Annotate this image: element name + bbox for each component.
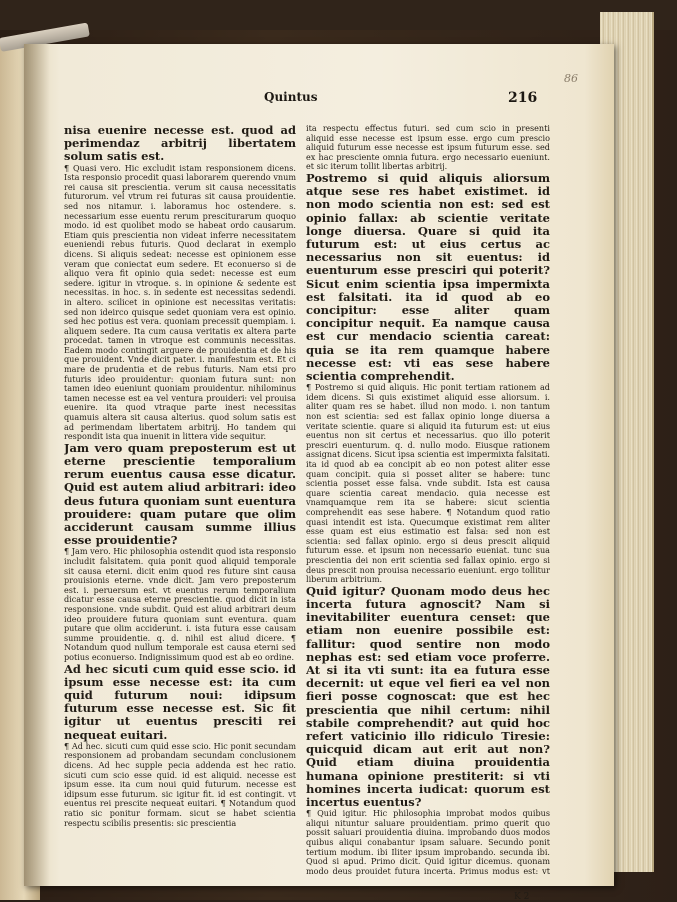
commentary-paragraph: ¶ Ad hec. sicuti cum quid esse scio. Hic ponit secundam responsionem ad probandam secundam conclusionem dicens. Ad hec supple pecia addenda est hec ratio. sicuti cum scio esse quid. id est aliquid. necesse est ipsum esse. ita cum noui quid futurum. necesse est idipsum esse futurum. sic igitur fit. id est contingit. vt euentus rei prescite nequeat euitari. ¶ Notandum quod ratio sic ponitur formam. sicut se habet scientia respectu scibilis presentis: sic prescientia — [64, 740, 296, 828]
commentary-paragraph: ¶ Jam vero. Hic philosophia ostendit quod ista responsio includit falsitatem. quia ponit quod aliquid temporale sit causa eterni. dicit enim quod res future sint causa prouisionis eterne. vnde dicit. Jam vero preposterum est. i. peruersum est. vt euentus rerum temporalium dicatur esse causa eterne prescientie. quod dicit in ista responsione. vnde subdit. Quid est aliud arbitrari deum ideo prouidere futura quoniam sunt eventura. quam putare que olim acciderunt. i. ista futura esse causam summe prouidentie. q. d. nihil est aliud dicere. ¶ Notandum quod nullum temporale est causa eterni sed potius econuerso. Indignissimum quod est ab eo ordine. — [64, 546, 296, 662]
commentary-paragraph: ¶ Postremo si quid aliquis. Hic ponit tertiam rationem ad idem dicens. Si quis existimet aliquid esse aliorsum. i. aliter quam res se habet. illud non modo. i. non tantum non est scientia: sed est fallax opinio longe diuersa a veritate scientie. quare si aliquid ita futurum est: ut eius euentus non sit certus et necessarius. quo illo poterit presciri euenturum. q. d. nullo modo. Eiusque rationem assignat dicens. Sicut ipsa scientia est impermixta falsitati. ita id quod ab ea concipit ab eo non potest aliter esse quam concipit. quia si posset aliter se habere: tunc scientia posset esse falsa. vnde subdit. Ista est causa quare scientia careat mendacio. quia necesse est vnamquamque rem ita se habere: sicut scientia comprehendit eas sese habere. ¶ Notandum quod ratio quasi intendit est ista. Quecumque existimat rem aliter esse quam est eius estimatio est falsa: sed non est scientia: sed fallax opinio. ergo si deus prescit aliquid futurum esse. et ipsum non necessario eueniat. tunc sua prescientia dei non erit scientia sed fallax opinio. ergo si deus prescit non prouisa necessario eueniunt. ergo tollitur liberum arbitrium. — [306, 382, 550, 585]
commentary-paragraph: ita respectu effectus futuri. sed cum scio in presenti aliquid esse necesse est ipsum esse. ergo cum prescio aliquid futurum esse necesse est ipsum futurum esse. sed ex hac presciente omnia futura. ergo necessario eueniunt. et sic iterum tollit libertas arbitrij. — [306, 124, 550, 172]
text-paragraph: nisa euenire necesse est. quod ad perimendaz arbitrij libertatem solum satis est. — [64, 124, 296, 164]
text-paragraph: Quid igitur? Quonam modo deus hec incerta futura agnoscit? Nam si inevitabiliter euentura censet: que etiam non euenire possibile est: fallitur: quod sentire non modo nephas est: sed etiam voce proferre. At si ita vti sunt: ita ea futura esse decernit: ut eque vel fieri ea vel non fieri posse cognoscat: que est hec prescientia que nihil certum: nihil stabile comprehendit? aut quid hoc refert vaticinio illo ridiculo Tiresie: quicquid dicam aut erit aut non? Quid etiam diuina prouidentia humana opinione prestiterit: si vti homines incerta iudicat: quorum est incertus euentus? — [306, 583, 550, 809]
book-page — [24, 44, 614, 902]
signature-mark: K 2 — [514, 892, 530, 902]
pencil-foliation: 86 — [564, 72, 578, 85]
text-paragraph: Ad hec sicuti cum quid esse scio. id ipsum esse necesse est: ita cum quid futurum noui: idipsum futurum esse necesse est. Sic fit igitur ut euentus presciti rei nequeat euitari. — [64, 661, 296, 742]
background-top — [0, 0, 677, 30]
left-column — [64, 124, 296, 854]
text-paragraph: Postremo si quid aliquis aliorsum atque sese res habet existimet. id non modo scientia non est: sed est opinio fallax: ab scientie veritate longe diuersa. Quare si quid ita futurum est: ut eius certus ac necessarius non sit euentus: id euenturum esse presciri qui poterit? Sicut enim scientia ipsa impermixta est falsitati. ita id quod ab eo concipitur: esse aliter quam concipitur nequit. Ea namque causa est cur mendacio scientia careat: quia se ita rem quamque habere necesse est: vti eas sese habere scientia comprehendit. — [306, 170, 550, 384]
running-head: Quintus — [264, 90, 318, 104]
folio-number: 216 — [508, 90, 538, 106]
text-paragraph: Jam vero quam preposterum est ut eterne prescientie temporalium rerum euentus causa esse dicatur. Quid est autem aliud arbitrari: ideo deus futura quoniam sunt euentura prouidere: quam putare que olim acciderunt causam summe illius esse prouidentie? — [64, 440, 296, 548]
commentary-paragraph: ¶ Quid igitur. Hic philosophia improbat modos quibus aliqui nituntur saluare prouidentiam. primo querit quo possit saluari prouidentia diuina. improbando duos modos quibus aliqui conabantur ipsam saluare. Secundo ponit tertium modum. ibi Iliter ipsum improbando. secunda ibi. Quod si apud. Primo dicit. Quid igitur dicemus. quonam modo deus prouidet futura incerta. Primus modus est: vt — [306, 808, 550, 876]
right-column — [306, 124, 550, 876]
gutter-shadow — [24, 44, 50, 886]
commentary-paragraph: ¶ Quasi vero. Hic excludit istam responsionem dicens. Ista responsio procedit quasi laborarem querendo vnum rei causa sit prescientia. verum sit causa necessitatis futurorum. vel vtrum rei futuras sit causa prouidentie. sed nos nitamur. i. laboramus hoc ostendere. s. necessarium esse euentu rerum presciturarum quoquo modo. id est quolibet modo se habeat ordo causarum. Etiam quis prescientia non videat inferre necessitatem eueniendi rebus futuris. Quod declarat in exemplo dicens. Si aliquis sedeat: necesse est opinionem esse veram que coniectat eum sedere. Et econuerso si de aliquo vera fit opinio quia sedet: necesse est eum sedere. igitur in vtroque. s. in opinione & sedente est necessitas. in hoc. s. in sedente est necessitas sedendi. in altero. scilicet in opinione est necessitas veritatis: sed non ideirco quisque sedet quoniam vera est opinio. sed hec potius est vera. quoniam precessit quempiam. i. aliquem sedere. Ita cum causa veritatis ex altera parte procedat. tamen in vtroque est communis necessitas. Eadem modo contingit arguere de prouidentia et de his que prouident. Vnde dicit pater. i. manifestum est. Et ci mare de prudentia et de rebus futuris. Nam etsi pro futuris ideo prouidentur: quoniam futura sunt: non tamen ideo eueniunt quoniam prouidentur. nihilominus tamen necesse est ea vel ventura prouideri: vel prouisa euenire. ita quod vtraque parte inest necessitas quamuis altera sit causa alterius. quod solum satis est ad perimendam libertatem arbitrij. Ho tandem qui respondit ista qua inuenit in littera vide sequitur. — [64, 162, 296, 442]
